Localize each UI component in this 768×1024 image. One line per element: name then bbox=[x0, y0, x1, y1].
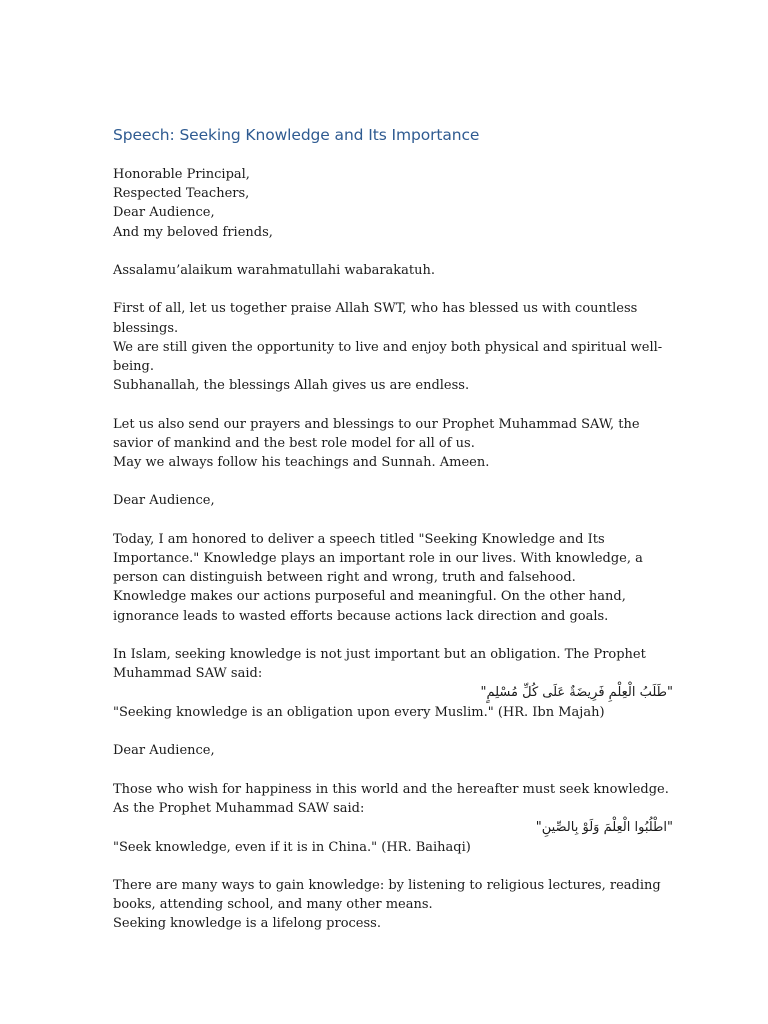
paragraph-line: Knowledge makes our actions purposeful and meaningful. On the other hand, ignorance leads to wasted efforts because actions lack direction and goals. bbox=[113, 589, 626, 624]
greeting-paragraph: Assalamu’alaikum warahmatullahi wabarakatuh. bbox=[113, 263, 436, 278]
islam-paragraph bbox=[113, 645, 673, 722]
salutation-block bbox=[113, 165, 673, 242]
salutation-line: Respected Teachers, bbox=[113, 186, 250, 202]
arabic-quote: "طَلَبُ الْعِلْمِ فَرِيضَةٌ عَلَى كُلِّ مُسْلِمٍ" bbox=[480, 685, 673, 701]
paragraph-line: In Islam, seeking knowledge is not just important but an obligation. The Prophet Muhammad SAW said: bbox=[113, 646, 646, 682]
arabic-quote: "اطْلُبُوا الْعِلْمَ وَلَوْ بِالصِّينِ" bbox=[535, 820, 673, 836]
intro-paragraph bbox=[113, 530, 673, 626]
quote-translation: "Seek knowledge, even if it is in China." (HR. Baihaqi) bbox=[113, 839, 471, 855]
document-title: Speech: Seeking Knowledge and Its Importance bbox=[113, 126, 480, 144]
dear-audience-heading: Dear Audience, bbox=[113, 493, 215, 509]
happiness-paragraph bbox=[113, 780, 673, 857]
paragraph-line: We are still given the opportunity to live and enjoy both physical and spiritual well-being. bbox=[113, 339, 663, 374]
paragraph-line: There are many ways to gain knowledge: by listening to religious lectures, reading books, attending school, and many other means. bbox=[113, 877, 661, 913]
paragraph-line: Let us also send our prayers and blessings to our Prophet Muhammad SAW, the savior of mankind and the best role model for all of us. bbox=[113, 416, 640, 451]
paragraph-line: May we always follow his teachings and Sunnah. Ameen. bbox=[113, 455, 490, 470]
paragraph-line: Today, I am honored to deliver a speech titled "Seeking Knowledge and Its Importance." Knowledge plays an important role in our lives. With knowledge, a person can distinguish between right and wrong, truth and falsehood. bbox=[113, 531, 643, 586]
salutation-line: Honorable Principal, bbox=[113, 167, 250, 182]
ways-paragraph bbox=[113, 876, 673, 934]
paragraph-line: Subhanallah, the blessings Allah gives us are endless. bbox=[113, 378, 470, 394]
paragraph-line: First of all, let us together praise Allah SWT, who has blessed us with countless blessings. bbox=[113, 301, 638, 336]
dear-audience-heading: Dear Audience, bbox=[113, 743, 215, 759]
salutation-line: Dear Audience, bbox=[113, 205, 215, 221]
paragraph-line: Those who wish for happiness in this world and the hereafter must seek knowledge. As the Prophet Muhammad SAW said: bbox=[113, 781, 669, 816]
prophet-paragraph bbox=[113, 415, 673, 473]
praise-paragraph bbox=[113, 299, 673, 395]
quote-translation: "Seeking knowledge is an obligation upon every Muslim." (HR. Ibn Majah) bbox=[113, 704, 605, 720]
salutation-line: And my beloved friends, bbox=[113, 224, 273, 240]
paragraph-line: Seeking knowledge is a lifelong process. bbox=[113, 916, 381, 932]
document-body bbox=[113, 124, 673, 953]
